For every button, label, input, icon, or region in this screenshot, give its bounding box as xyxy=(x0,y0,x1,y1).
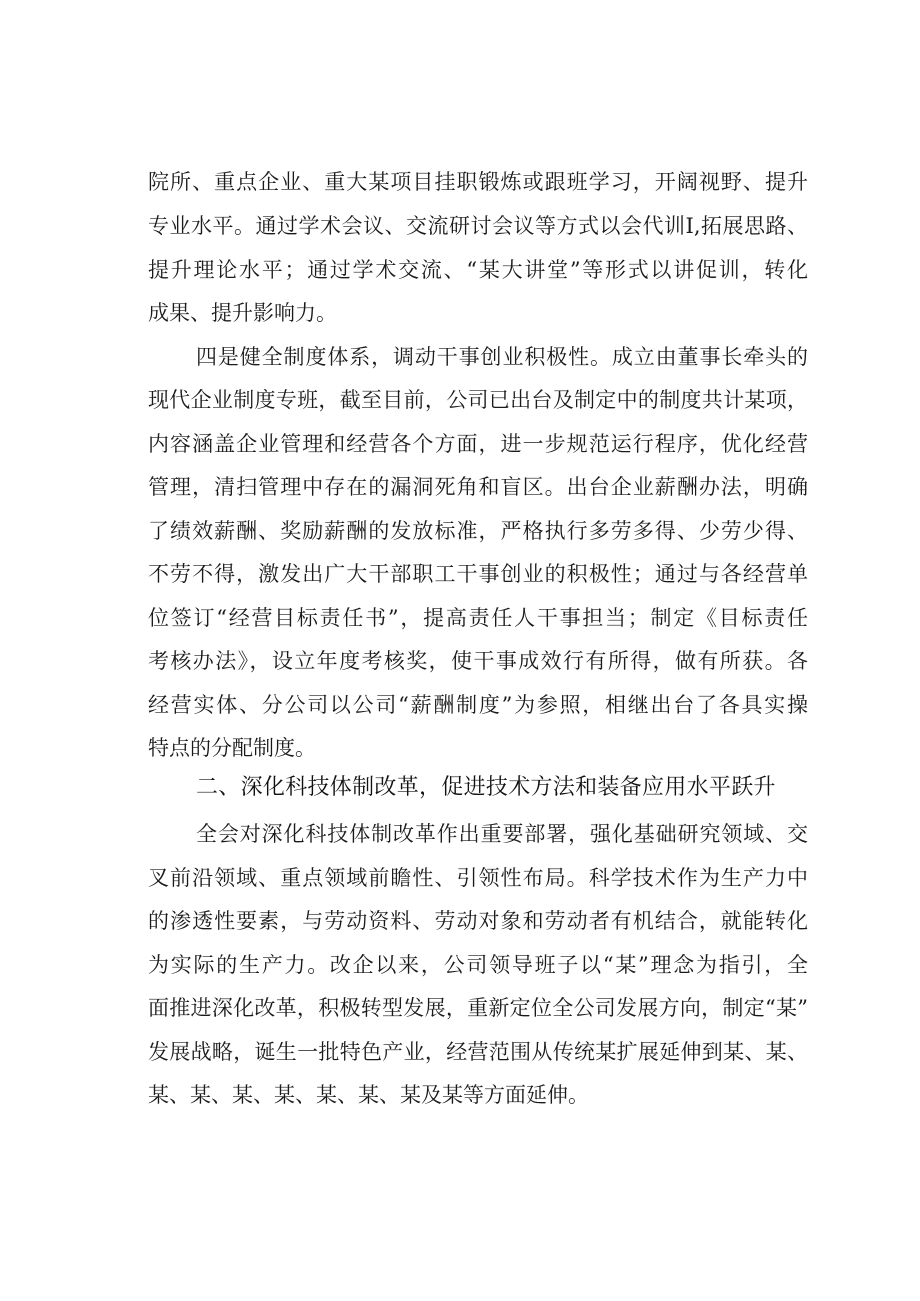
paragraph-line: 为实际的生产力。改企以来，公司领导班子以“某”理念为指引，全 xyxy=(148,953,808,977)
paragraph-line: 四是健全制度体系，调动干事创业积极性。成立由董事长牵头的 xyxy=(196,345,808,369)
paragraph-line: 经营实体、分公司以公司“薪酬制度”为参照，相继出台了各具实操 xyxy=(148,693,808,717)
paragraph-line: 了绩效薪酬、奖励薪酬的发放标准，严格执行多劳多得、少劳少得、 xyxy=(148,519,808,543)
paragraph-line: 管理，清扫管理中存在的漏洞死角和盲区。出台企业薪酬办法，明确 xyxy=(148,475,808,499)
paragraph-line: 面推进深化改革，积极转型发展，重新定位全公司发展方向，制定“某” xyxy=(148,996,808,1020)
paragraph-line: 院所、重点企业、重大某项目挂职锻炼或跟班学习，开阔视野、提升 xyxy=(148,170,808,194)
paragraph-line: 叉前沿领域、重点领域前瞻性、引领性布局。科学技术作为生产力中 xyxy=(148,866,808,890)
paragraph-line: 考核办法》，设立年度考核奖，使干事成效行有所得，做有所获。各 xyxy=(148,649,808,673)
paragraph-line: 某、某、某、某、某、某、某及某等方面延伸。 xyxy=(148,1083,589,1107)
paragraph-line: 发展战略，诞生一批特色产业，经营范围从传统某扩展延伸到某、某、 xyxy=(148,1040,808,1064)
paragraph-line: 现代企业制度专班，截至目前，公司已出台及制定中的制度共计某项， xyxy=(148,388,808,412)
paragraph-line: 全会对深化科技体制改革作出重要部署，强化基础研究领域、交 xyxy=(196,822,808,846)
paragraph-line: 的渗透性要素，与劳动资料、劳动对象和劳动者有机结合，就能转化 xyxy=(148,909,808,933)
paragraph-line: 成果、提升影响力。 xyxy=(148,301,337,325)
paragraph-line: 内容涵盖企业管理和经营各个方面，进一步规范运行程序，优化经营 xyxy=(148,432,808,456)
paragraph-line: 不劳不得，激发出广大干部职工干事创业的积极性；通过与各经营单 xyxy=(148,562,808,586)
section-heading: 二、深化科技体制改革，促进技术方法和装备应用水平跃升 xyxy=(196,775,776,800)
paragraph-line: 特点的分配制度。 xyxy=(148,736,316,760)
paragraph-line: 位签订“经营目标责任书”，提高责任人干事担当；制定《目标责任 xyxy=(148,606,808,630)
paragraph-line: 专业水平。通过学术会议、交流研讨会议等方式以会代训I,拓展思路、 xyxy=(148,214,808,238)
paragraph-line: 提升理论水平；通过学术交流、“某大讲堂”等形式以讲促训，转化 xyxy=(148,258,808,282)
